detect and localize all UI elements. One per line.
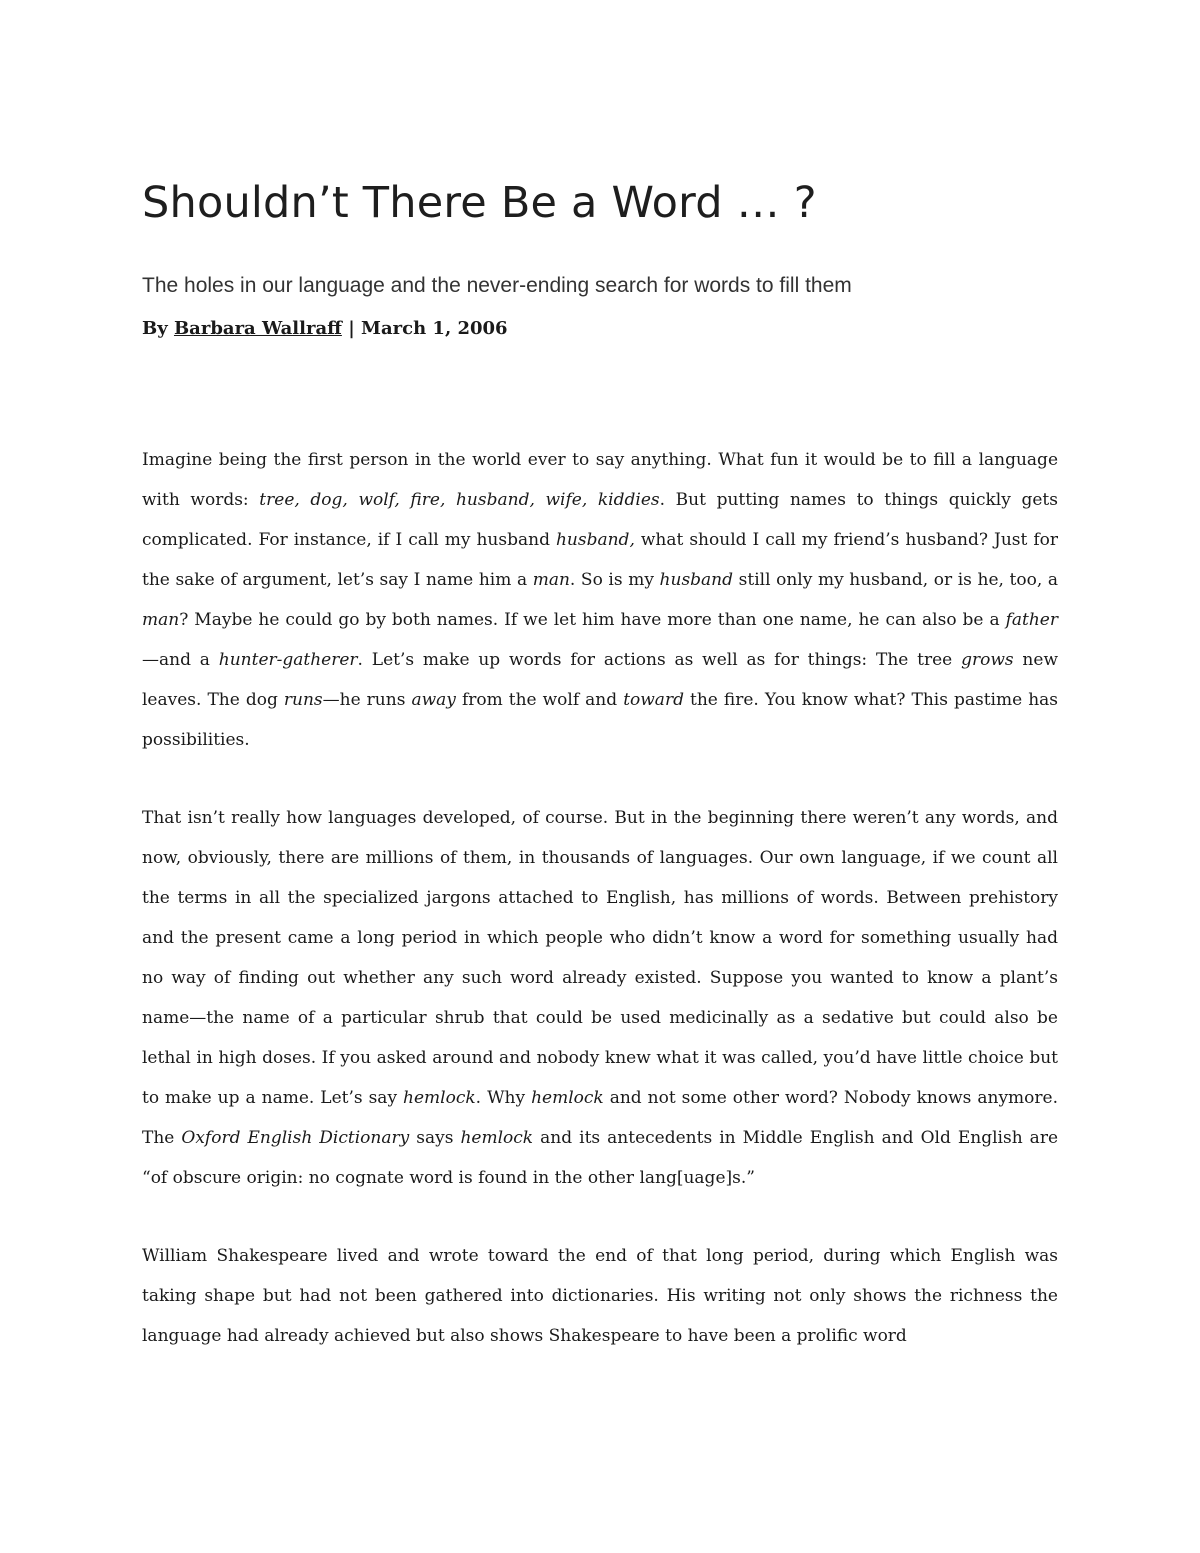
- text-run: Imagine being the first person in the world ever to say anything. What fun it would be to fill a language with words:: [142, 450, 1058, 510]
- text-run: says: [409, 1128, 461, 1148]
- paragraph: [142, 440, 1058, 760]
- paragraph: [142, 1236, 1058, 1356]
- italic-text: hemlock: [531, 1088, 604, 1108]
- author-link[interactable]: Barbara Wallraff: [173, 318, 342, 339]
- text-run: . Why: [475, 1088, 532, 1108]
- italic-text: husband: [659, 570, 734, 590]
- italic-text: hunter-gatherer: [218, 650, 358, 670]
- text-run: ? Maybe he could go by both names. If we let him have more than one name, he can also be a: [179, 610, 1006, 630]
- article-body: [142, 440, 1058, 1394]
- italic-text: husband,: [555, 530, 635, 550]
- italic-text: toward: [623, 690, 684, 710]
- paragraph: [142, 798, 1058, 1198]
- byline: [142, 318, 508, 339]
- byline-separator: |: [348, 318, 355, 339]
- italic-text: tree, dog, wolf, fire, husband, wife, kiddies: [259, 490, 660, 510]
- italic-text: runs: [283, 690, 323, 710]
- article-subtitle: The holes in our language and the never-ending search for words to fill them: [142, 274, 852, 297]
- italic-text: Oxford English Dictionary: [181, 1128, 410, 1148]
- article-title: Shouldn’t There Be a Word … ?: [142, 178, 817, 228]
- text-run: what should I call my friend’s husband? Just for the sake of argument, let’s say I name him a: [142, 530, 1058, 590]
- byline-prefix: By: [142, 318, 168, 339]
- text-run: from the wolf and: [455, 690, 624, 710]
- text-run: . Let’s make up words for actions as well as for things: The tree: [357, 650, 962, 670]
- text-run: William Shakespeare lived and wrote toward the end of that long period, during which English was taking shape but had not been gathered into dictionaries. His writing not only shows the richness the language had already achieved but also shows Shakespeare to have been a prolific word: [142, 1246, 1058, 1346]
- text-run: new leaves. The dog: [142, 650, 1058, 710]
- italic-text: father: [1005, 610, 1058, 630]
- text-run: . But putting names to things quickly gets complicated. For instance, if I call my husband: [142, 490, 1058, 550]
- italic-text: hemlock: [460, 1128, 534, 1148]
- italic-text: man: [532, 570, 570, 590]
- text-run: and its antecedents in Middle English and Old English are “of obscure origin: no cognate word is found in the other lang[uage]s.”: [142, 1128, 1059, 1188]
- publish-date: March 1, 2006: [361, 318, 508, 339]
- italic-text: man: [142, 610, 180, 630]
- text-run: That isn’t really how languages developed, of course. But in the beginning there weren’t any words, and now, obviously, there are millions of them, in thousands of languages. Our own language, if we count all the terms in all the specialized jargons attached to English, has millions of words. Between prehistory and the present came a long period in which people who didn’t know a word for something usually had no way of finding out whether any such word already existed. Suppose you wanted to know a plant’s name—the name of a particular shrub that could be used medicinally as a sedative but could also be lethal in high doses. If you asked around and nobody knew what it was called, you’d have little choice but to make up a name. Let’s say: [142, 808, 1058, 1108]
- text-run: and not some other word? Nobody knows anymore. The: [142, 1088, 1058, 1148]
- italic-text: grows: [961, 650, 1014, 670]
- italic-text: hemlock: [403, 1088, 476, 1108]
- text-run: the fire. You know what? This pastime has possibilities.: [142, 690, 1058, 750]
- text-run: —and a: [142, 650, 219, 670]
- text-run: still only my husband, or is he, too, a: [733, 570, 1058, 590]
- text-run: —he runs: [322, 690, 412, 710]
- italic-text: away: [411, 690, 456, 710]
- text-run: . So is my: [569, 570, 660, 590]
